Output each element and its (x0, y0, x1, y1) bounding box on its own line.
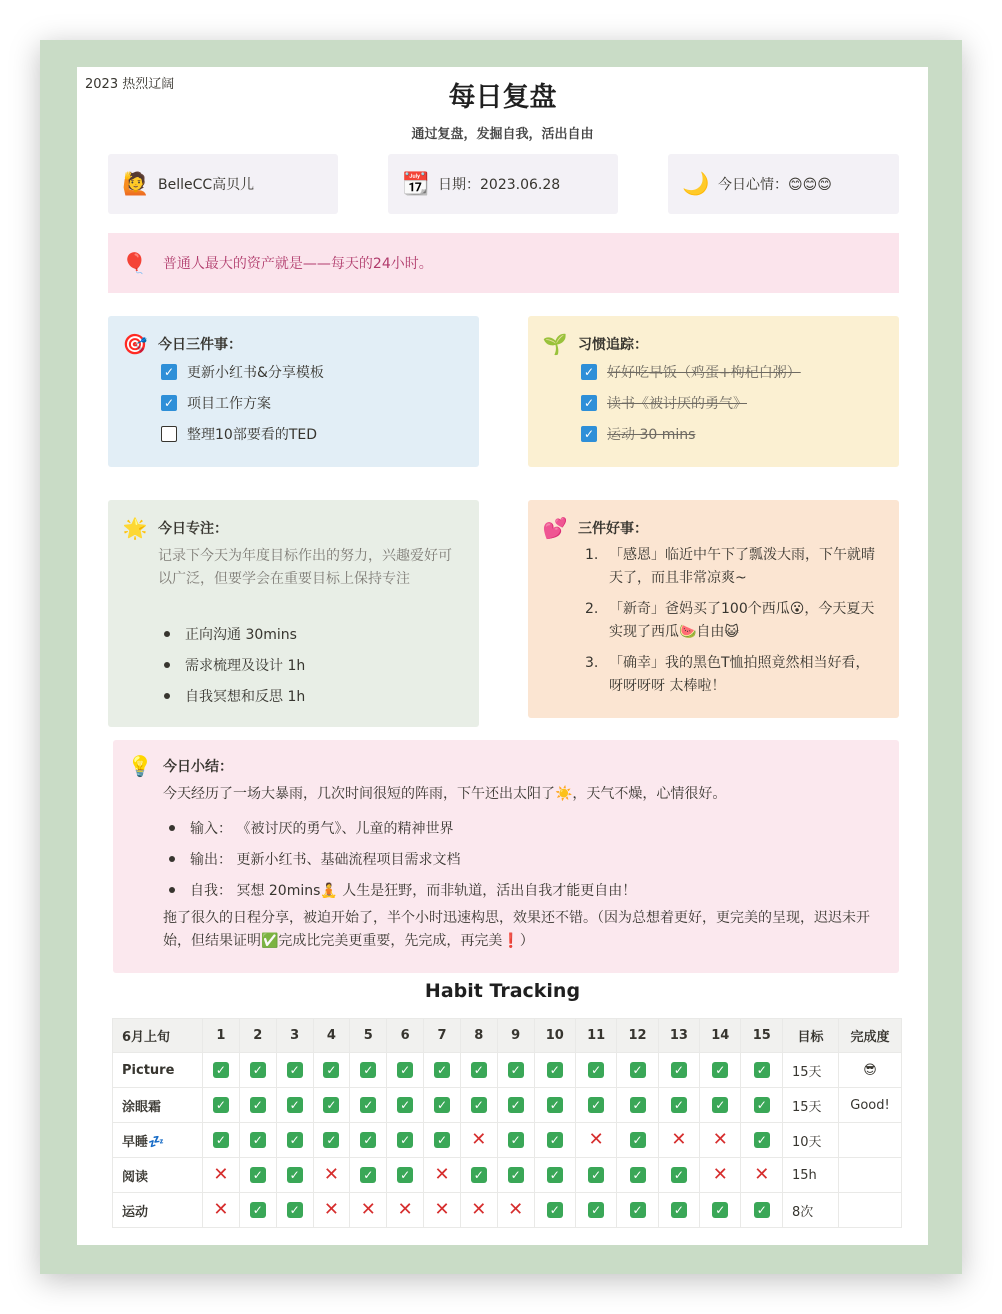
check-icon: ✓ (630, 1097, 646, 1113)
todo-item[interactable] (581, 393, 747, 413)
good-thing-item: 2. 「新奇」爸妈买了100个西瓜😮，今天夏天实现了西瓜🍉自由😺 (585, 598, 885, 648)
day-header: 8 (460, 1019, 497, 1053)
day-cell (387, 1158, 424, 1193)
focus-bullet: 自我冥想和反思 1h (158, 686, 305, 706)
day-cell (497, 1158, 534, 1193)
day-cell (700, 1123, 741, 1158)
focus-bullet: 正向沟通 30mins (158, 624, 297, 644)
rate-cell (839, 1158, 902, 1193)
check-icon: ✓ (250, 1167, 266, 1183)
lightbulb-icon: 💡 (127, 754, 153, 778)
cross-icon: ✕ (323, 1198, 339, 1220)
goal-cell: 10天 (783, 1123, 839, 1158)
day-cell (460, 1123, 497, 1158)
day-cell (424, 1158, 461, 1193)
habit-name: 涂眼霜 (113, 1088, 203, 1123)
day-header: 5 (350, 1019, 387, 1053)
checkbox-checked[interactable]: ✓ (581, 426, 597, 442)
day-cell (203, 1123, 240, 1158)
cross-icon: ✕ (471, 1128, 487, 1150)
corner-tag: 2023 热烈辽阔 (85, 77, 175, 92)
check-icon: ✓ (397, 1097, 413, 1113)
check-icon: ✓ (323, 1062, 339, 1078)
day-cell (203, 1193, 240, 1228)
cross-icon: ✕ (712, 1128, 728, 1150)
day-cell (741, 1123, 783, 1158)
summary-heading: 今日小结： (163, 759, 233, 775)
day-header: 7 (424, 1019, 461, 1053)
check-icon: ✓ (250, 1202, 266, 1218)
check-icon: ✓ (630, 1167, 646, 1183)
cross-icon: ✕ (397, 1198, 413, 1220)
day-cell (239, 1158, 276, 1193)
summary-closing: 拖了很久的日程分享，被迫开始了，半个小时迅速构思，效果还不错。（因为总想着更好，更完美的呈现，迟迟未开始，但结果证明✅完成比完美更重要，先完成，再完美❗） (163, 910, 870, 949)
page-subtitle: 通过复盘，发掘自我，活出自由 (411, 127, 594, 142)
date-text: 日期：2023.06.28 (438, 177, 561, 193)
day-header: 13 (658, 1019, 699, 1053)
day-cell (350, 1193, 387, 1228)
check-icon: ✓ (671, 1097, 687, 1113)
day-cell (497, 1053, 534, 1088)
day-header: 14 (700, 1019, 741, 1053)
day-cell (658, 1088, 699, 1123)
check-icon: ✓ (630, 1202, 646, 1218)
check-icon: ✓ (434, 1097, 450, 1113)
check-icon: ✓ (287, 1132, 303, 1148)
check-icon: ✓ (360, 1167, 376, 1183)
three-things-card (108, 316, 479, 467)
day-cell (276, 1053, 313, 1088)
cross-icon: ✕ (213, 1198, 229, 1220)
day-cell (276, 1123, 313, 1158)
day-cell (658, 1053, 699, 1088)
day-cell (424, 1193, 461, 1228)
cross-icon: ✕ (434, 1163, 450, 1185)
check-icon: ✓ (671, 1167, 687, 1183)
day-header: 15 (741, 1019, 783, 1053)
day-cell (350, 1053, 387, 1088)
check-icon: ✓ (360, 1062, 376, 1078)
day-cell (239, 1053, 276, 1088)
checkbox-unchecked[interactable] (161, 426, 177, 442)
check-icon: ✓ (434, 1132, 450, 1148)
cross-icon: ✕ (508, 1198, 524, 1220)
check-icon: ✓ (588, 1062, 604, 1078)
check-icon: ✓ (754, 1062, 770, 1078)
good-thing-text: 「确幸」我的黑色T恤拍照竟然相当好看，呀呀呀呀 太棒啦！ (609, 655, 870, 694)
check-icon: ✓ (671, 1202, 687, 1218)
day-cell (276, 1193, 313, 1228)
good-things-card (528, 500, 899, 718)
user-card (108, 154, 338, 214)
good-thing-text: 「感恩」临近中午下了瓢泼大雨，下午就晴天了，而且非常凉爽~ (609, 547, 875, 586)
person-icon: 🙋 (122, 171, 150, 197)
day-cell (700, 1088, 741, 1123)
check-icon: ✓ (508, 1062, 524, 1078)
day-cell (617, 1123, 658, 1158)
mood-text: 今日心情：😊😊😊 (718, 177, 832, 193)
todo-item[interactable] (581, 362, 801, 382)
day-cell (534, 1053, 575, 1088)
check-icon: ✓ (508, 1132, 524, 1148)
day-cell (350, 1158, 387, 1193)
goal-header: 目标 (783, 1019, 839, 1053)
check-icon: ✓ (397, 1132, 413, 1148)
day-header: 11 (575, 1019, 616, 1053)
day-cell (276, 1088, 313, 1123)
day-header: 1 (203, 1019, 240, 1053)
day-cell (239, 1193, 276, 1228)
check-icon: ✓ (630, 1062, 646, 1078)
check-icon: ✓ (754, 1202, 770, 1218)
quote-text: 普通人最大的资产就是——每天的24小时。 (162, 256, 433, 272)
day-cell (313, 1123, 350, 1158)
check-icon: ✓ (754, 1097, 770, 1113)
focus-card (108, 500, 479, 727)
day-cell (424, 1123, 461, 1158)
hearts-icon: 💕 (542, 516, 568, 540)
check-icon: ✓ (250, 1097, 266, 1113)
check-icon: ✓ (471, 1097, 487, 1113)
good-thing-text: 「新奇」爸妈买了100个西瓜😮，今天夏天实现了西瓜🍉自由😺 (609, 601, 875, 640)
habit-name: 早睡💤 (113, 1123, 203, 1158)
habit-header (542, 332, 648, 356)
balloon-icon: 🎈 (122, 251, 147, 275)
check-icon: ✓ (547, 1202, 563, 1218)
cross-icon: ✕ (360, 1198, 376, 1220)
check-icon: ✓ (471, 1062, 487, 1078)
habit-name: 运动 (113, 1193, 203, 1228)
cross-icon: ✕ (434, 1198, 450, 1220)
todo-item[interactable] (161, 393, 271, 413)
check-icon: ✓ (630, 1132, 646, 1148)
day-cell (313, 1053, 350, 1088)
summary-line: 今天经历了一场大暴雨，几次时间很短的阵雨，下午还出太阳了☀️，天气不燥，心情很好。 (163, 786, 727, 802)
day-cell (534, 1193, 575, 1228)
check-icon: ✓ (547, 1167, 563, 1183)
three-things-header (122, 332, 242, 356)
day-cell (350, 1123, 387, 1158)
day-cell (741, 1158, 783, 1193)
day-cell (460, 1053, 497, 1088)
day-cell (276, 1158, 313, 1193)
day-header: 9 (497, 1019, 534, 1053)
day-header: 10 (534, 1019, 575, 1053)
check-icon: ✓ (397, 1167, 413, 1183)
table-row (113, 1158, 902, 1193)
day-cell (575, 1123, 616, 1158)
day-cell (617, 1193, 658, 1228)
calendar-icon: 📆 (402, 171, 430, 197)
day-cell (575, 1193, 616, 1228)
rate-cell (839, 1193, 902, 1228)
table-row (113, 1123, 902, 1158)
check-icon: ✓ (360, 1132, 376, 1148)
target-icon: 🎯 (122, 332, 148, 356)
day-cell (575, 1053, 616, 1088)
habit-name: Picture (113, 1053, 203, 1088)
day-cell (534, 1123, 575, 1158)
goal-cell: 15h (783, 1158, 839, 1193)
day-cell (460, 1193, 497, 1228)
todo-label: 项目工作方案 (187, 396, 271, 412)
check-icon: ✓ (547, 1097, 563, 1113)
check-icon: ✓ (712, 1202, 728, 1218)
check-icon: ✓ (547, 1132, 563, 1148)
moon-icon: 🌙 (682, 171, 710, 197)
good-thing-item: 3. 「确幸」我的黑色T恤拍照竟然相当好看，呀呀呀呀 太棒啦！ (585, 652, 885, 702)
table-row (113, 1053, 902, 1088)
cross-icon: ✕ (323, 1163, 339, 1185)
checkbox-checked[interactable]: ✓ (581, 395, 597, 411)
seedling-icon: 🌱 (542, 332, 568, 356)
day-cell (617, 1088, 658, 1123)
day-cell (700, 1053, 741, 1088)
check-icon: ✓ (508, 1167, 524, 1183)
check-icon: ✓ (434, 1062, 450, 1078)
summary-bullet: 输入： 《被讨厌的勇气》、儿童的精神世界 (163, 818, 453, 838)
habit-tracking-title: Habit Tracking (424, 980, 581, 1002)
user-name: BelleCC高贝儿 (158, 177, 255, 193)
check-icon: ✓ (250, 1062, 266, 1078)
todo-item[interactable] (581, 424, 695, 444)
focus-description: 记录下今天为年度目标作出的努力，兴趣爱好可以广泛，但要学会在重要目标上保持专注 (158, 548, 452, 587)
day-cell (658, 1193, 699, 1228)
summary-bullet: 自我： 冥想 20mins🧘 人生是狂野，而非轨道，活出自我才能更自由！ (163, 880, 636, 900)
day-cell (313, 1088, 350, 1123)
checkbox-checked[interactable]: ✓ (161, 395, 177, 411)
day-cell (387, 1053, 424, 1088)
day-cell (387, 1193, 424, 1228)
cross-icon: ✕ (213, 1163, 229, 1185)
mood-card (668, 154, 899, 214)
good-thing-item: 1. 「感恩」临近中午下了瓢泼大雨，下午就晴天了，而且非常凉爽~ (585, 544, 885, 594)
rate-header: 完成度 (839, 1019, 902, 1053)
check-icon: ✓ (754, 1132, 770, 1148)
check-icon: ✓ (712, 1062, 728, 1078)
day-cell (203, 1158, 240, 1193)
checkbox-checked[interactable]: ✓ (161, 364, 177, 380)
todo-label: 更新小红书&分享模板 (187, 365, 324, 381)
day-cell (460, 1158, 497, 1193)
day-cell (700, 1158, 741, 1193)
star-icon: 🌟 (122, 516, 148, 540)
table-header-row (113, 1019, 902, 1053)
rate-cell (839, 1123, 902, 1158)
todo-label: 好好吃早饭（鸡蛋+枸杞白粥） (607, 365, 801, 381)
table-row (113, 1088, 902, 1123)
check-icon: ✓ (213, 1062, 229, 1078)
day-cell (497, 1193, 534, 1228)
page-title: 每日复盘 (448, 82, 557, 113)
cross-icon: ✕ (712, 1163, 728, 1185)
check-icon: ✓ (360, 1097, 376, 1113)
focus-heading: 今日专注： (158, 521, 228, 537)
day-cell (741, 1053, 783, 1088)
check-icon: ✓ (213, 1097, 229, 1113)
check-icon: ✓ (287, 1202, 303, 1218)
day-cell (387, 1088, 424, 1123)
check-icon: ✓ (250, 1132, 266, 1148)
check-icon: ✓ (547, 1062, 563, 1078)
check-icon: ✓ (213, 1132, 229, 1148)
day-header: 12 (617, 1019, 658, 1053)
day-cell (534, 1158, 575, 1193)
check-icon: ✓ (287, 1097, 303, 1113)
check-icon: ✓ (671, 1062, 687, 1078)
focus-bullet: 需求梳理及设计 1h (158, 655, 305, 675)
rate-cell: 😎 (839, 1053, 902, 1088)
day-cell (658, 1123, 699, 1158)
day-cell (534, 1088, 575, 1123)
check-icon: ✓ (588, 1167, 604, 1183)
habit-card (528, 316, 899, 467)
check-icon: ✓ (287, 1062, 303, 1078)
day-cell (617, 1158, 658, 1193)
cross-icon: ✕ (471, 1198, 487, 1220)
day-cell (313, 1193, 350, 1228)
day-header: 6 (387, 1019, 424, 1053)
day-cell (424, 1053, 461, 1088)
habit-heading: 习惯追踪： (578, 337, 648, 353)
day-cell (575, 1158, 616, 1193)
check-icon: ✓ (588, 1202, 604, 1218)
habit-name: 阅读 (113, 1158, 203, 1193)
goal-cell: 8次 (783, 1193, 839, 1228)
check-icon: ✓ (323, 1097, 339, 1113)
focus-header (122, 516, 228, 540)
day-cell (497, 1123, 534, 1158)
day-cell (497, 1088, 534, 1123)
day-cell (350, 1088, 387, 1123)
habit-table (112, 1018, 902, 1228)
cross-icon: ✕ (588, 1128, 604, 1150)
day-header: 2 (239, 1019, 276, 1053)
check-icon: ✓ (508, 1097, 524, 1113)
date-card (388, 154, 618, 214)
day-cell (617, 1053, 658, 1088)
good-things-heading: 三件好事： (578, 521, 648, 537)
todo-label: 整理10部要看的TED (187, 427, 317, 443)
check-icon: ✓ (397, 1062, 413, 1078)
day-cell (387, 1123, 424, 1158)
check-icon: ✓ (323, 1132, 339, 1148)
day-header: 4 (313, 1019, 350, 1053)
todo-item[interactable] (161, 424, 317, 444)
day-cell (239, 1088, 276, 1123)
summary-bullet: 输出： 更新小红书、基础流程项目需求文档 (163, 849, 460, 869)
summary-header (127, 754, 233, 778)
todo-item[interactable] (161, 362, 324, 382)
summary-card (113, 740, 899, 973)
day-cell (239, 1123, 276, 1158)
cross-icon: ✕ (671, 1128, 687, 1150)
goal-cell: 15天 (783, 1088, 839, 1123)
day-cell (575, 1088, 616, 1123)
day-cell (460, 1088, 497, 1123)
checkbox-checked[interactable]: ✓ (581, 364, 597, 380)
day-header: 3 (276, 1019, 313, 1053)
journal-page (77, 67, 928, 1245)
check-icon: ✓ (287, 1167, 303, 1183)
day-cell (658, 1158, 699, 1193)
goal-cell: 15天 (783, 1053, 839, 1088)
day-cell (741, 1193, 783, 1228)
day-cell (203, 1088, 240, 1123)
quote-callout (108, 233, 899, 293)
todo-label: 读书《被讨厌的勇气》 (607, 396, 747, 412)
check-icon: ✓ (588, 1097, 604, 1113)
rate-cell: Good! (839, 1088, 902, 1123)
day-cell (424, 1088, 461, 1123)
todo-label: 运动 30 mins (607, 427, 696, 443)
table-row (113, 1193, 902, 1228)
day-cell (203, 1053, 240, 1088)
day-cell (700, 1193, 741, 1228)
day-cell (313, 1158, 350, 1193)
check-icon: ✓ (712, 1097, 728, 1113)
period-header: 6月上旬 (113, 1019, 203, 1053)
three-things-heading: 今日三件事： (158, 337, 242, 353)
check-icon: ✓ (471, 1167, 487, 1183)
cross-icon: ✕ (754, 1163, 770, 1185)
day-cell (741, 1088, 783, 1123)
good-things-header (542, 516, 648, 540)
